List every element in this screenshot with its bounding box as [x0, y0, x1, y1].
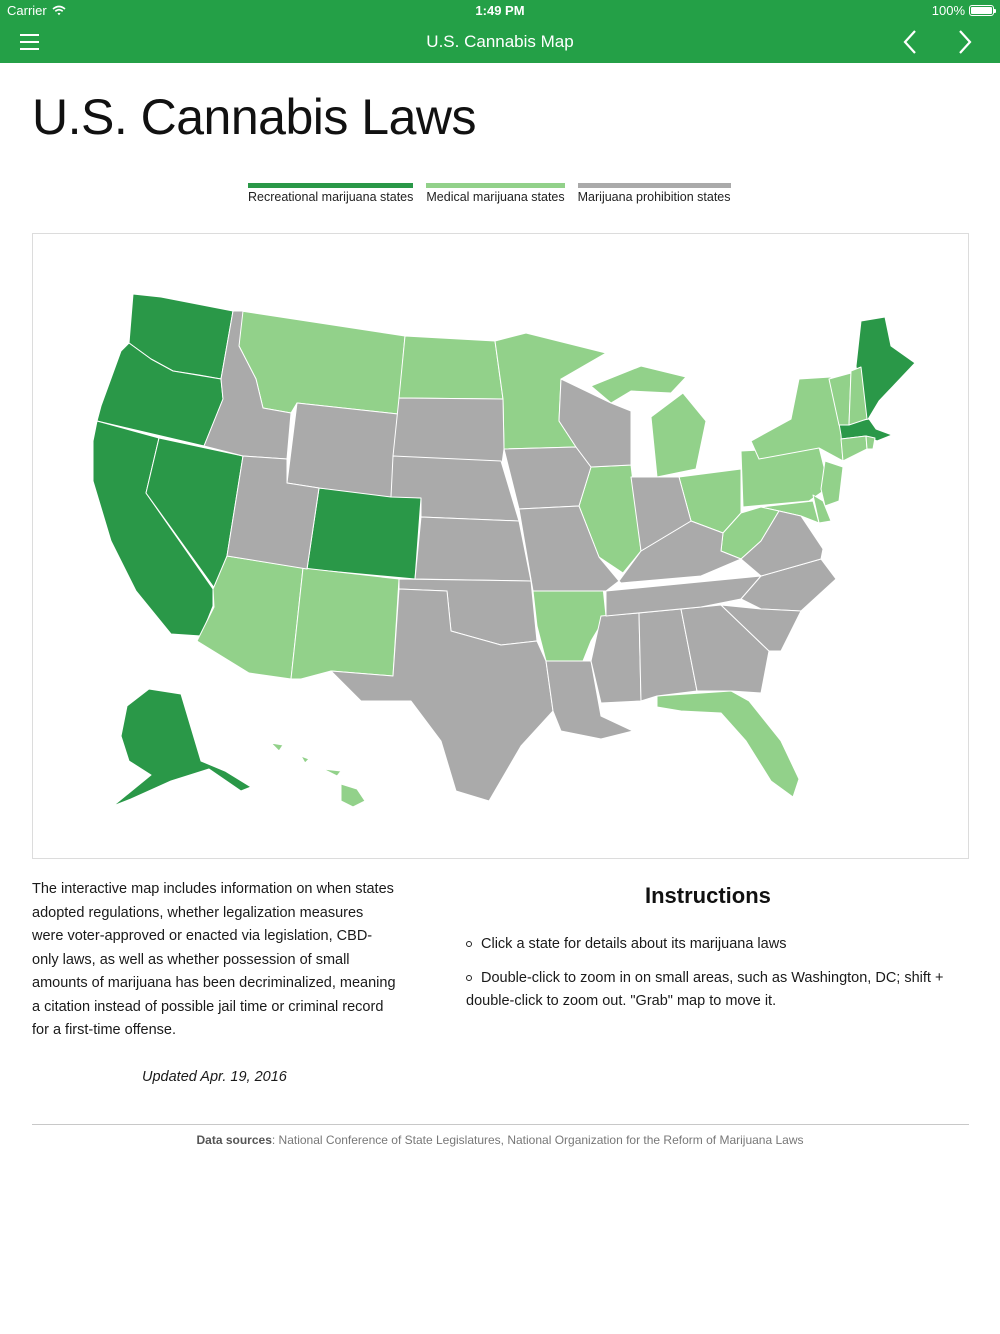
sources-label: Data sources: [196, 1133, 272, 1147]
instruction-text: Double-click to zoom in on small areas, such as Washington, DC; shift + double-click to zoom out. "Grab" map to move it.: [466, 969, 944, 1009]
state-new-york[interactable]: [751, 377, 843, 461]
nav-title: U.S. Cannabis Map: [426, 32, 574, 51]
us-map-svg[interactable]: [33, 234, 970, 860]
battery-indicator: [932, 3, 994, 18]
state-michigan[interactable]: [651, 393, 706, 477]
state-north-dakota[interactable]: [399, 336, 503, 399]
legend-medical: [426, 183, 564, 204]
legend-prohibition: [578, 183, 731, 204]
forward-chevron-icon[interactable]: [950, 27, 980, 57]
state-rhode-island[interactable]: [866, 436, 875, 449]
bullet-icon: [466, 975, 472, 981]
cannabis-map[interactable]: [32, 233, 969, 859]
page-title: U.S. Cannabis Laws: [32, 89, 477, 145]
instruction-item: [466, 933, 966, 957]
legend-recreational: [248, 183, 413, 204]
carrier-label: Carrier: [7, 3, 47, 18]
state-florida[interactable]: [657, 691, 799, 797]
state-new-mexico[interactable]: [291, 568, 399, 679]
legend-label: Medical marijuana states: [426, 190, 565, 204]
updated-date: Updated Apr. 19, 2016: [142, 1069, 287, 1085]
instructions-title: Instructions: [645, 883, 771, 908]
state-new-jersey[interactable]: [821, 461, 843, 506]
state-montana[interactable]: [239, 311, 405, 414]
status-bar: [0, 0, 1000, 22]
legend-swatch-prohibition: [578, 183, 731, 188]
state-iowa[interactable]: [504, 447, 591, 509]
battery-icon: [969, 5, 994, 16]
state-michigan-upper[interactable]: [591, 366, 686, 403]
state-connecticut[interactable]: [841, 436, 867, 461]
instruction-item: [466, 967, 966, 1014]
state-hawaii[interactable]: [271, 743, 365, 807]
clock: 1:49 PM: [475, 3, 525, 18]
data-sources: [0, 1133, 1000, 1147]
back-chevron-icon[interactable]: [895, 27, 925, 57]
instruction-text: Click a state for details about its marijuana laws: [481, 936, 787, 952]
legend-label: Marijuana prohibition states: [577, 190, 731, 204]
battery-percent: 100%: [931, 3, 965, 18]
sources-text: : National Conference of State Legislatures, National Organization for the Reform of Marijuana Laws: [271, 1133, 804, 1147]
legend-swatch-recreational: [248, 183, 413, 188]
state-wyoming[interactable]: [287, 403, 398, 497]
legend-label: Recreational marijuana states: [248, 190, 414, 204]
state-mississippi[interactable]: [591, 613, 641, 703]
legend-swatch-medical: [426, 183, 564, 188]
bullet-icon: [466, 941, 472, 947]
instructions-list: [466, 933, 966, 1024]
state-kansas[interactable]: [415, 517, 531, 581]
divider: [32, 1124, 969, 1125]
nav-bar: [0, 22, 1000, 63]
map-description: The interactive map includes information on when states adopted regulations, whether legalization measures were voter-approved or enacted via legislation, CBD-only laws, as well as whether possession of small amounts of marijuana has been decriminalized, meaning a citation instead of possible jail time or criminal record for a first-time offense.: [32, 881, 396, 1038]
state-colorado[interactable]: [307, 488, 421, 579]
map-legend: [248, 183, 731, 204]
state-alaska[interactable]: [113, 689, 251, 806]
